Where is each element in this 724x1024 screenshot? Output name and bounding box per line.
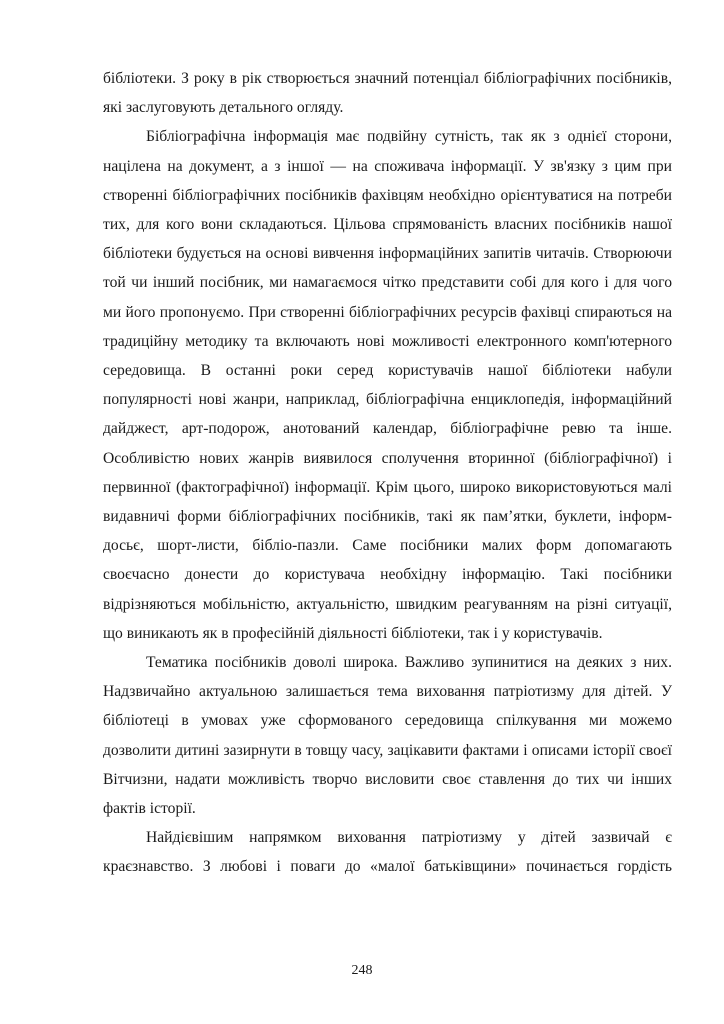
- paragraph-bibliographic-info: Бібліографічна інформація має подвійну сутність, так як з однієї сторони, націлена на документ, а з іншої — на споживача інформації. У зв'язку з цим при створенні бібліографічних посібників фахівцям необхідно орієнтуватися на потреби тих, для кого вони складаються. Цільова спрямованість власних посібників нашої бібліотеки будується на основі вивчення інформаційних запитів читачів. Створюючи той чи інший посібник, ми намагаємося чітко представити собі для кого і для чого ми його пропонуємо. При створенні бібліографічних ресурсів фахівці спираються на традиційну методику та включають нові можливості електронного комп'ютерного середовища. В останні роки серед користувачів нашої бібліотеки набули популярності нові жанри, наприклад, бібліографічна енциклопедія, інформаційний дайджест, арт-подорож, анотований календар, бібліографічне ревю та інше. Особливістю нових жанрів виявилося сполучення вторинної (бібліографічної) і первинної (фактографічної) інформації. Крім цього, широко використовуються малі видавничі форми бібліографічних посібників, такі як пам’ятки, буклети, інформ-досьє, шорт-листи, бібліо-пазли. Саме посібники малих форм допомагають своєчасно донести до користувача необхідну інформацію. Такі посібники відрізняються мобільністю, актуальністю, швидким реагуванням на різні ситуації, що виникають як в професійній діяльності бібліотеки, так і у користувачів.: [103, 128, 672, 642]
- paragraph-topics: Тематика посібників доволі широка. Важливо зупинитися на деяких з них. Надзвичайно актуальною залишається тема виховання патріотизму для дітей. У бібліотеці в умовах уже сформованого середовища спілкування ми можемо дозволити дитині зазирнути в товщу часу, зацікавити фактами і описами історії своєї Вітчизни, надати можливість творчо висловити своє ставлення до тих чи інших фактів історії.: [103, 654, 672, 818]
- body-text: [103, 64, 672, 882]
- page-number: 248: [351, 963, 373, 978]
- paragraph-local-history: Найдієвішим напрямком виховання патріотизму у дітей зазвичай є краєзнавство. З любові і поваги до «малої батьківщини» починається гордість: [103, 829, 672, 876]
- paragraph-continuation: бібліотеки. З року в рік створюється значний потенціал бібліографічних посібників, які заслуговують детального огляду.: [103, 70, 672, 117]
